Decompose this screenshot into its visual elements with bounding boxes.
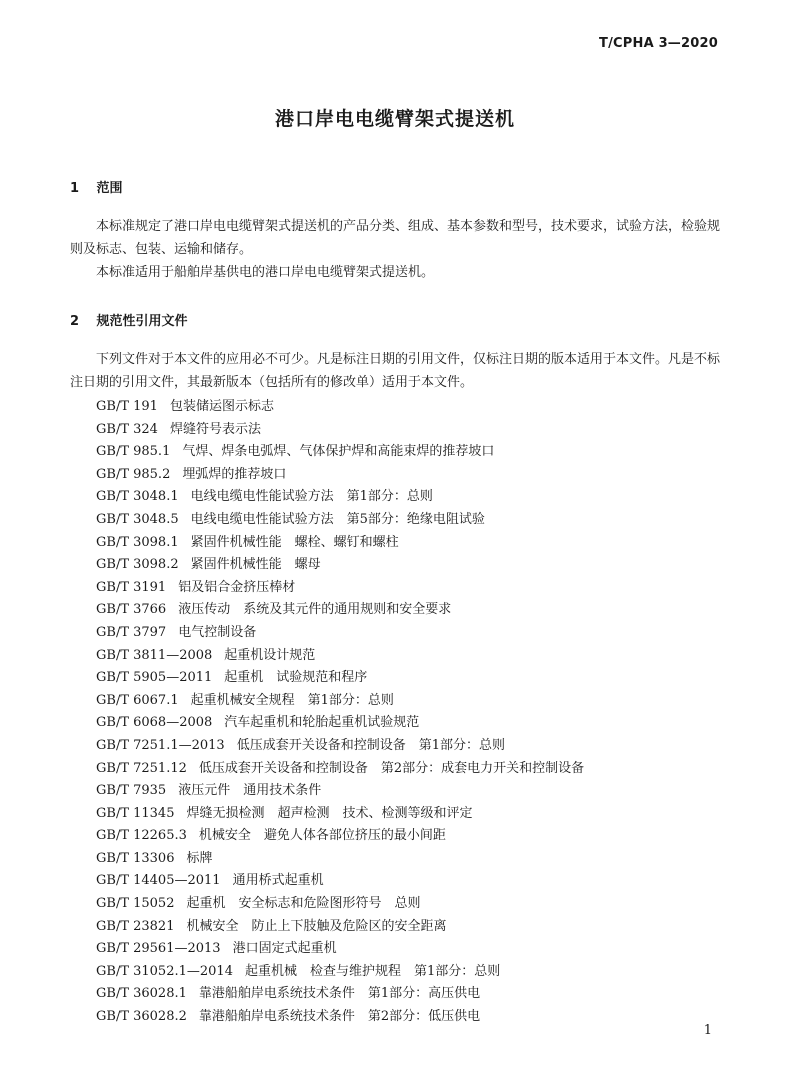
reference-code: GB/T 3098.1 <box>96 534 179 550</box>
reference-title: 电线电缆电性能试验方法 第1部分：总则 <box>190 489 433 505</box>
standard-code: T/CPHA 3—2020 <box>599 36 718 51</box>
reference-item <box>96 396 584 419</box>
reference-title: 起重机设计规范 <box>224 647 316 663</box>
reference-item <box>96 825 584 848</box>
reference-title: 机械安全 防止上下肢触及危险区的安全距离 <box>186 918 447 934</box>
reference-code: GB/T 3766 <box>96 602 167 618</box>
reference-item <box>96 983 584 1006</box>
reference-item <box>96 848 584 871</box>
reference-code: GB/T 7935 <box>96 783 167 799</box>
reference-title: 低压成套开关设备和控制设备 第1部分：总则 <box>236 737 505 753</box>
reference-item <box>96 1006 584 1029</box>
reference-title: 通用桥式起重机 <box>232 873 324 889</box>
reference-item <box>96 419 584 442</box>
reference-code: GB/T 3191 <box>96 579 167 595</box>
reference-item <box>96 509 584 532</box>
reference-item <box>96 938 584 961</box>
scope-paragraph-1: 本标准规定了港口岸电电缆臂架式提送机的产品分类、组成、基本参数和型号，技术要求，试验方法，检验规则及标志、包装、运输和储存。 <box>70 219 721 257</box>
reference-title: 靠港船舶岸电系统技术条件 第2部分：低压供电 <box>198 1009 481 1025</box>
reference-code: GB/T 31052.1—2014 <box>96 963 233 979</box>
reference-title: 液压传动 系统及其元件的通用规则和安全要求 <box>178 602 452 618</box>
reference-title: 焊缝无损检测 超声检测 技术、检测等级和评定 <box>186 805 473 821</box>
reference-code: GB/T 14405—2011 <box>96 873 221 889</box>
reference-code: GB/T 985.2 <box>96 466 171 482</box>
reference-item <box>96 645 584 668</box>
reference-title: 汽车起重机和轮胎起重机试验规范 <box>224 715 420 731</box>
reference-code: GB/T 13306 <box>96 850 175 866</box>
section-number: 2 <box>70 314 80 329</box>
reference-title: 焊缝符号表示法 <box>169 421 261 437</box>
section-title: 范围 <box>96 181 123 196</box>
reference-title: 起重机械安全规程 第1部分：总则 <box>190 692 394 708</box>
reference-code: GB/T 6068—2008 <box>96 715 213 731</box>
document-title: 港口岸电电缆臂架式提送机 <box>274 108 515 130</box>
reference-list <box>96 396 584 1029</box>
reference-title: 起重机 安全标志和危险图形符号 总则 <box>186 896 421 912</box>
reference-item <box>96 667 584 690</box>
reference-code: GB/T 5905—2011 <box>96 670 213 686</box>
reference-item <box>96 893 584 916</box>
reference-title: 包装储运图示标志 <box>169 399 274 414</box>
reference-item <box>96 622 584 645</box>
section-2-heading <box>70 310 188 329</box>
reference-item <box>96 532 584 555</box>
reference-code: GB/T 191 <box>96 399 158 414</box>
reference-title: 靠港船舶岸电系统技术条件 第1部分：高压供电 <box>198 986 481 1002</box>
reference-item <box>96 758 584 781</box>
reference-item <box>96 554 584 577</box>
scope-paragraph-2: 本标准适用于船舶岸基供电的港口岸电电缆臂架式提送机。 <box>96 265 435 280</box>
reference-item <box>96 599 584 622</box>
reference-code: GB/T 7251.12 <box>96 760 187 776</box>
reference-item <box>96 780 584 803</box>
reference-title: 电气控制设备 <box>178 624 257 640</box>
section-title: 规范性引用文件 <box>96 314 188 329</box>
reference-code: GB/T 15052 <box>96 896 175 912</box>
reference-title: 紧固件机械性能 螺栓、螺钉和螺柱 <box>190 534 399 550</box>
section-1-heading <box>70 177 123 196</box>
reference-code: GB/T 324 <box>96 421 158 437</box>
reference-title: 港口固定式起重机 <box>232 941 337 957</box>
reference-code: GB/T 36028.1 <box>96 986 187 1002</box>
reference-code: GB/T 7251.1—2013 <box>96 737 225 753</box>
page-number: 1 <box>703 1023 712 1038</box>
reference-item <box>96 803 584 826</box>
reference-code: GB/T 985.1 <box>96 444 171 460</box>
reference-code: GB/T 3797 <box>96 624 167 640</box>
reference-item <box>96 712 584 735</box>
reference-title: 低压成套开关设备和控制设备 第2部分：成套电力开关和控制设备 <box>198 760 585 776</box>
reference-title: 埋弧焊的推荐坡口 <box>182 466 287 482</box>
reference-code: GB/T 29561—2013 <box>96 941 221 957</box>
reference-code: GB/T 12265.3 <box>96 828 187 844</box>
reference-code: GB/T 3811—2008 <box>96 647 213 663</box>
reference-item <box>96 486 584 509</box>
reference-title: 气焊、焊条电弧焊、气体保护焊和高能束焊的推荐坡口 <box>182 444 495 460</box>
section-number: 1 <box>70 181 80 196</box>
reference-item <box>96 577 584 600</box>
reference-title: 起重机 试验规范和程序 <box>224 670 368 686</box>
reference-item <box>96 690 584 713</box>
reference-code: GB/T 3048.1 <box>96 489 179 505</box>
reference-item <box>96 916 584 939</box>
reference-title: 电线电缆电性能试验方法 第5部分：绝缘电阻试验 <box>190 511 485 527</box>
reference-item <box>96 870 584 893</box>
reference-code: GB/T 3098.2 <box>96 557 179 573</box>
reference-code: GB/T 6067.1 <box>96 692 179 708</box>
reference-title: 机械安全 避免人体各部位挤压的最小间距 <box>198 828 446 844</box>
reference-item <box>96 441 584 464</box>
normative-intro-paragraph: 下列文件对于本文件的应用必不可少。凡是标注日期的引用文件，仅标注日期的版本适用于本文件。凡是不标注日期的引用文件，其最新版本（包括所有的修改单）适用于本文件。 <box>70 352 721 390</box>
reference-title: 紧固件机械性能 螺母 <box>190 557 321 573</box>
reference-title: 标牌 <box>186 850 213 866</box>
reference-title: 铝及铝合金挤压棒材 <box>178 579 296 595</box>
reference-code: GB/T 36028.2 <box>96 1009 187 1025</box>
reference-code: GB/T 11345 <box>96 805 175 821</box>
reference-item <box>96 961 584 984</box>
reference-title: 起重机械 检查与维护规程 第1部分：总则 <box>244 963 501 979</box>
reference-code: GB/T 3048.5 <box>96 511 179 527</box>
reference-item <box>96 735 584 758</box>
reference-code: GB/T 23821 <box>96 918 175 934</box>
reference-title: 液压元件 通用技术条件 <box>178 783 322 799</box>
reference-item <box>96 464 584 487</box>
